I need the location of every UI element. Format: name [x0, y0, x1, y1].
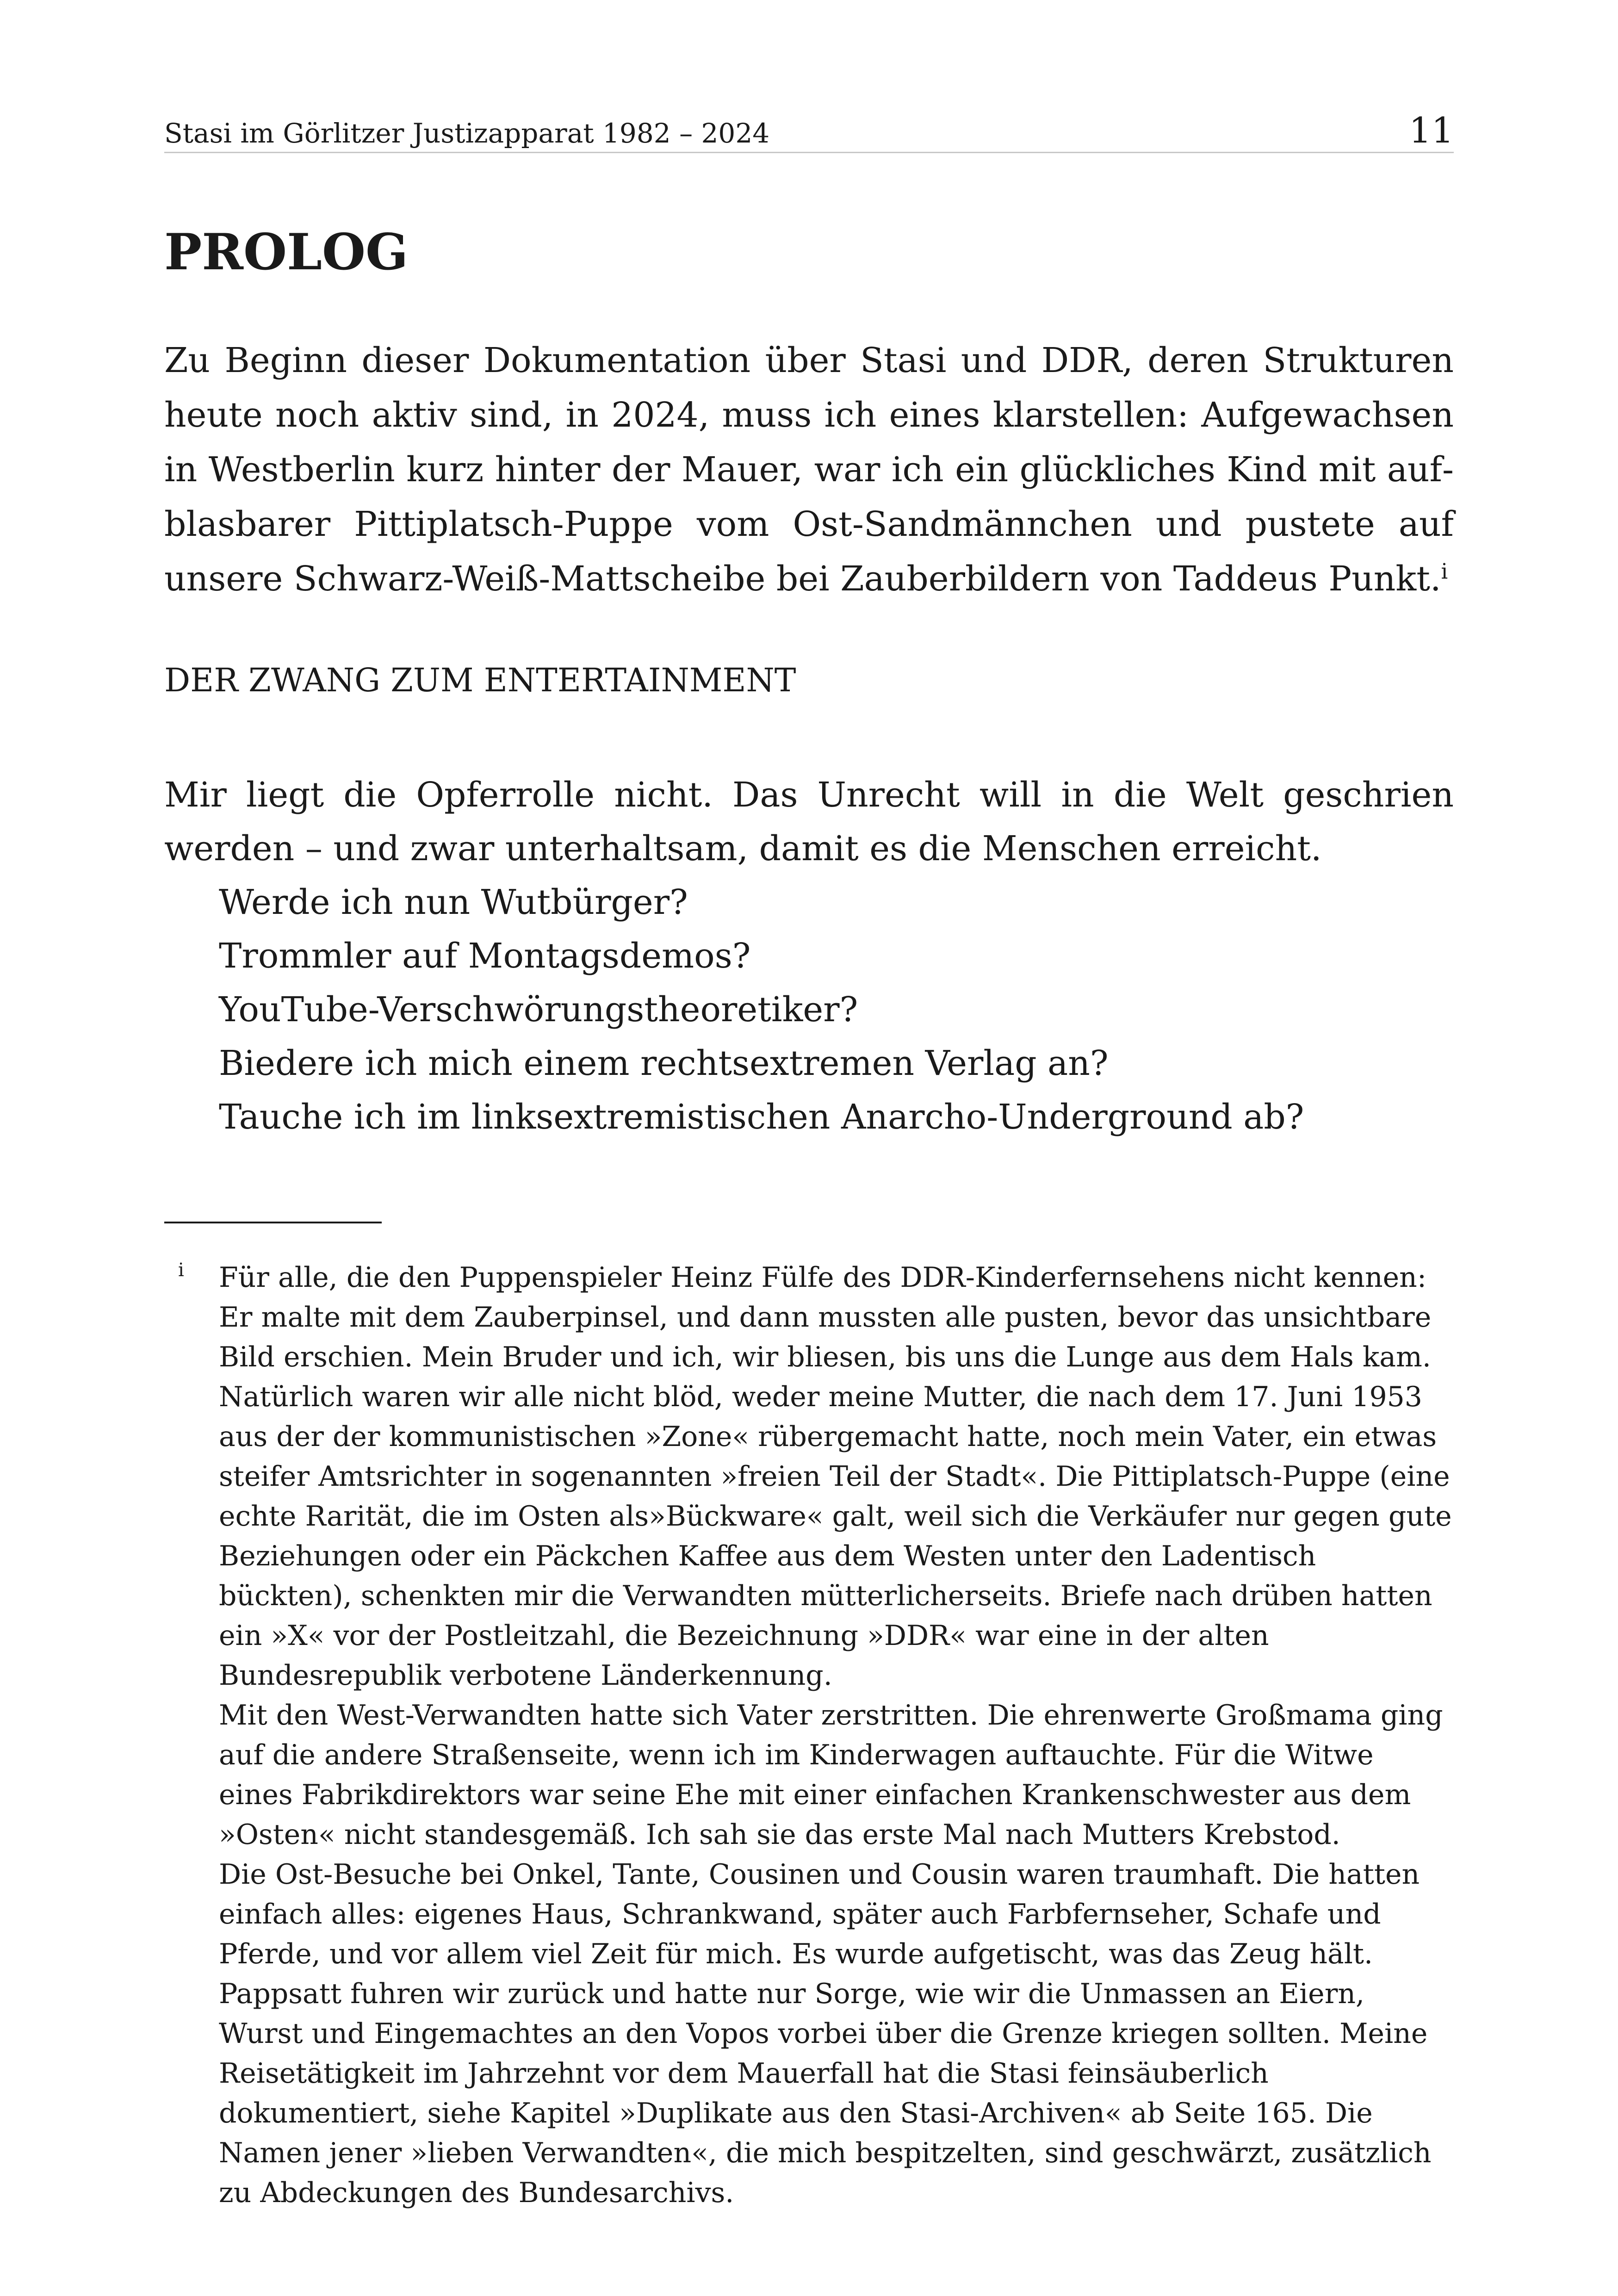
body-paragraph: Mir liegt die Opferrolle nicht. Das Unrecht will in die Welt geschrien werden – und zwar unterhaltsam, damit es die Menschen erreicht.: [164, 775, 1454, 869]
question-item: Tauche ich im linksextremistischen Anarcho-Underground ab?: [219, 1097, 1304, 1137]
header-title: Stasi im Görlitzer Justizapparat 1982 – 2024: [164, 118, 770, 149]
intro-text: Zu Beginn dieser Dokumentation über Stasi und DDR, deren Strukturen heute noch aktiv sind, in 2024, muss ich eines klarstellen: Aufgewachsen in Westberlin kurz hinter der Mauer, war ich ein glückliches Kind mit aufblasbarer Pittiplatsch-Puppe vom Ost-Sandmännchen und pustete auf unsere Schwarz-Weiß-Mattscheibe bei Zauberbildern von Taddeus Punkt.: [164, 341, 1454, 599]
chapter-title: PROLOG: [164, 223, 409, 281]
footnote-paragraph: Für alle, die den Puppenspieler Heinz Fülfe des DDR-Kinderfernsehens nicht kennen: Er malte mit dem Zauberpinsel, und dann mussten alle pusten, bevor das unsichtbare Bild erschien. Mein Bruder und ich, wir bliesen, bis uns die Lunge aus dem Hals kam. Natürlich waren wir alle nicht blöd, weder meine Mutter, die nach dem 17. Juni 1953 aus der der kommunistischen »Zone« rübergemacht hatte, noch mein Vater, ein etwas steifer Amtsrichter in sogenannten »freien Teil der Stadt«. Die Pittiplatsch-Puppe (eine echte Rarität, die im Osten als»Bückware« galt, weil sich die Verkäufer nur gegen gute Beziehungen oder ein Päckchen Kaffee aus dem Westen unter den Ladentisch bückten), schenkten mir die Verwandten mütterlicherseits. Briefe nach drüben hatten ein »X« vor der Postleitzahl, die Bezeichnung »DDR« war eine in der alten Bundesrepublik verbotene Länderkennung.: [219, 1261, 1452, 1692]
running-header: [164, 110, 1454, 153]
section-heading: DER ZWANG ZUM ENTERTAINMENT: [164, 661, 796, 699]
footnote-paragraph: Mit den West-Verwandten hatte sich Vater zerstritten. Die ehrenwerte Großmama ging auf die andere Straßenseite, wenn ich im Kinderwagen auftauchte. Für die Witwe eines Fabrikdirektors war seine Ehe mit einer einfachen Krankenschwester aus dem »Osten« nicht standesgemäß. Ich sah sie das erste Mal nach Mutters Krebstod.: [219, 1699, 1443, 1851]
question-item: YouTube-Verschwörungstheoretiker?: [219, 990, 858, 1030]
question-item: Biedere ich mich einem rechtsextremen Verlag an?: [219, 1043, 1109, 1083]
page-number: 11: [1409, 110, 1454, 151]
footnote-reference[interactable]: i: [1441, 558, 1448, 584]
footnote-marker: i: [178, 1260, 184, 1281]
question-item: Trommler auf Montagsdemos?: [219, 936, 751, 976]
question-item: Werde ich nun Wutbürger?: [219, 882, 688, 922]
footnote-paragraph: Die Ost-Besuche bei Onkel, Tante, Cousinen und Cousin waren traumhaft. Die hatten einfach alles: eigenes Haus, Schrankwand, später auch Farbfernseher, Schafe und Pferde, und vor allem viel Zeit für mich. Es wurde aufgetischt, was das Zeug hält. Pappsatt fuhren wir zurück und hatte nur Sorge, wie wir die Unmassen an Eiern, Wurst und Eingemachtes an den Vopos vorbei über die Grenze kriegen sollten. Meine Reisetätigkeit im Jahrzehnt vor dem Mauerfall hat die Stasi feinsäuberlich dokumentiert, siehe Kapitel »Duplikate aus den Stasi-Archiven« ab Seite 165. Die Namen jener »lieben Verwandten«, die mich bespitzelten, sind geschwärzt, zusätzlich zu Abdeckungen des Bundesarchivs.: [219, 1858, 1432, 2209]
book-page: [164, 0, 1454, 2296]
footnote-block: [164, 1258, 1454, 2213]
question-list: [219, 875, 1304, 1144]
intro-paragraph: [164, 333, 1454, 606]
footnote-divider: [164, 1222, 382, 1223]
